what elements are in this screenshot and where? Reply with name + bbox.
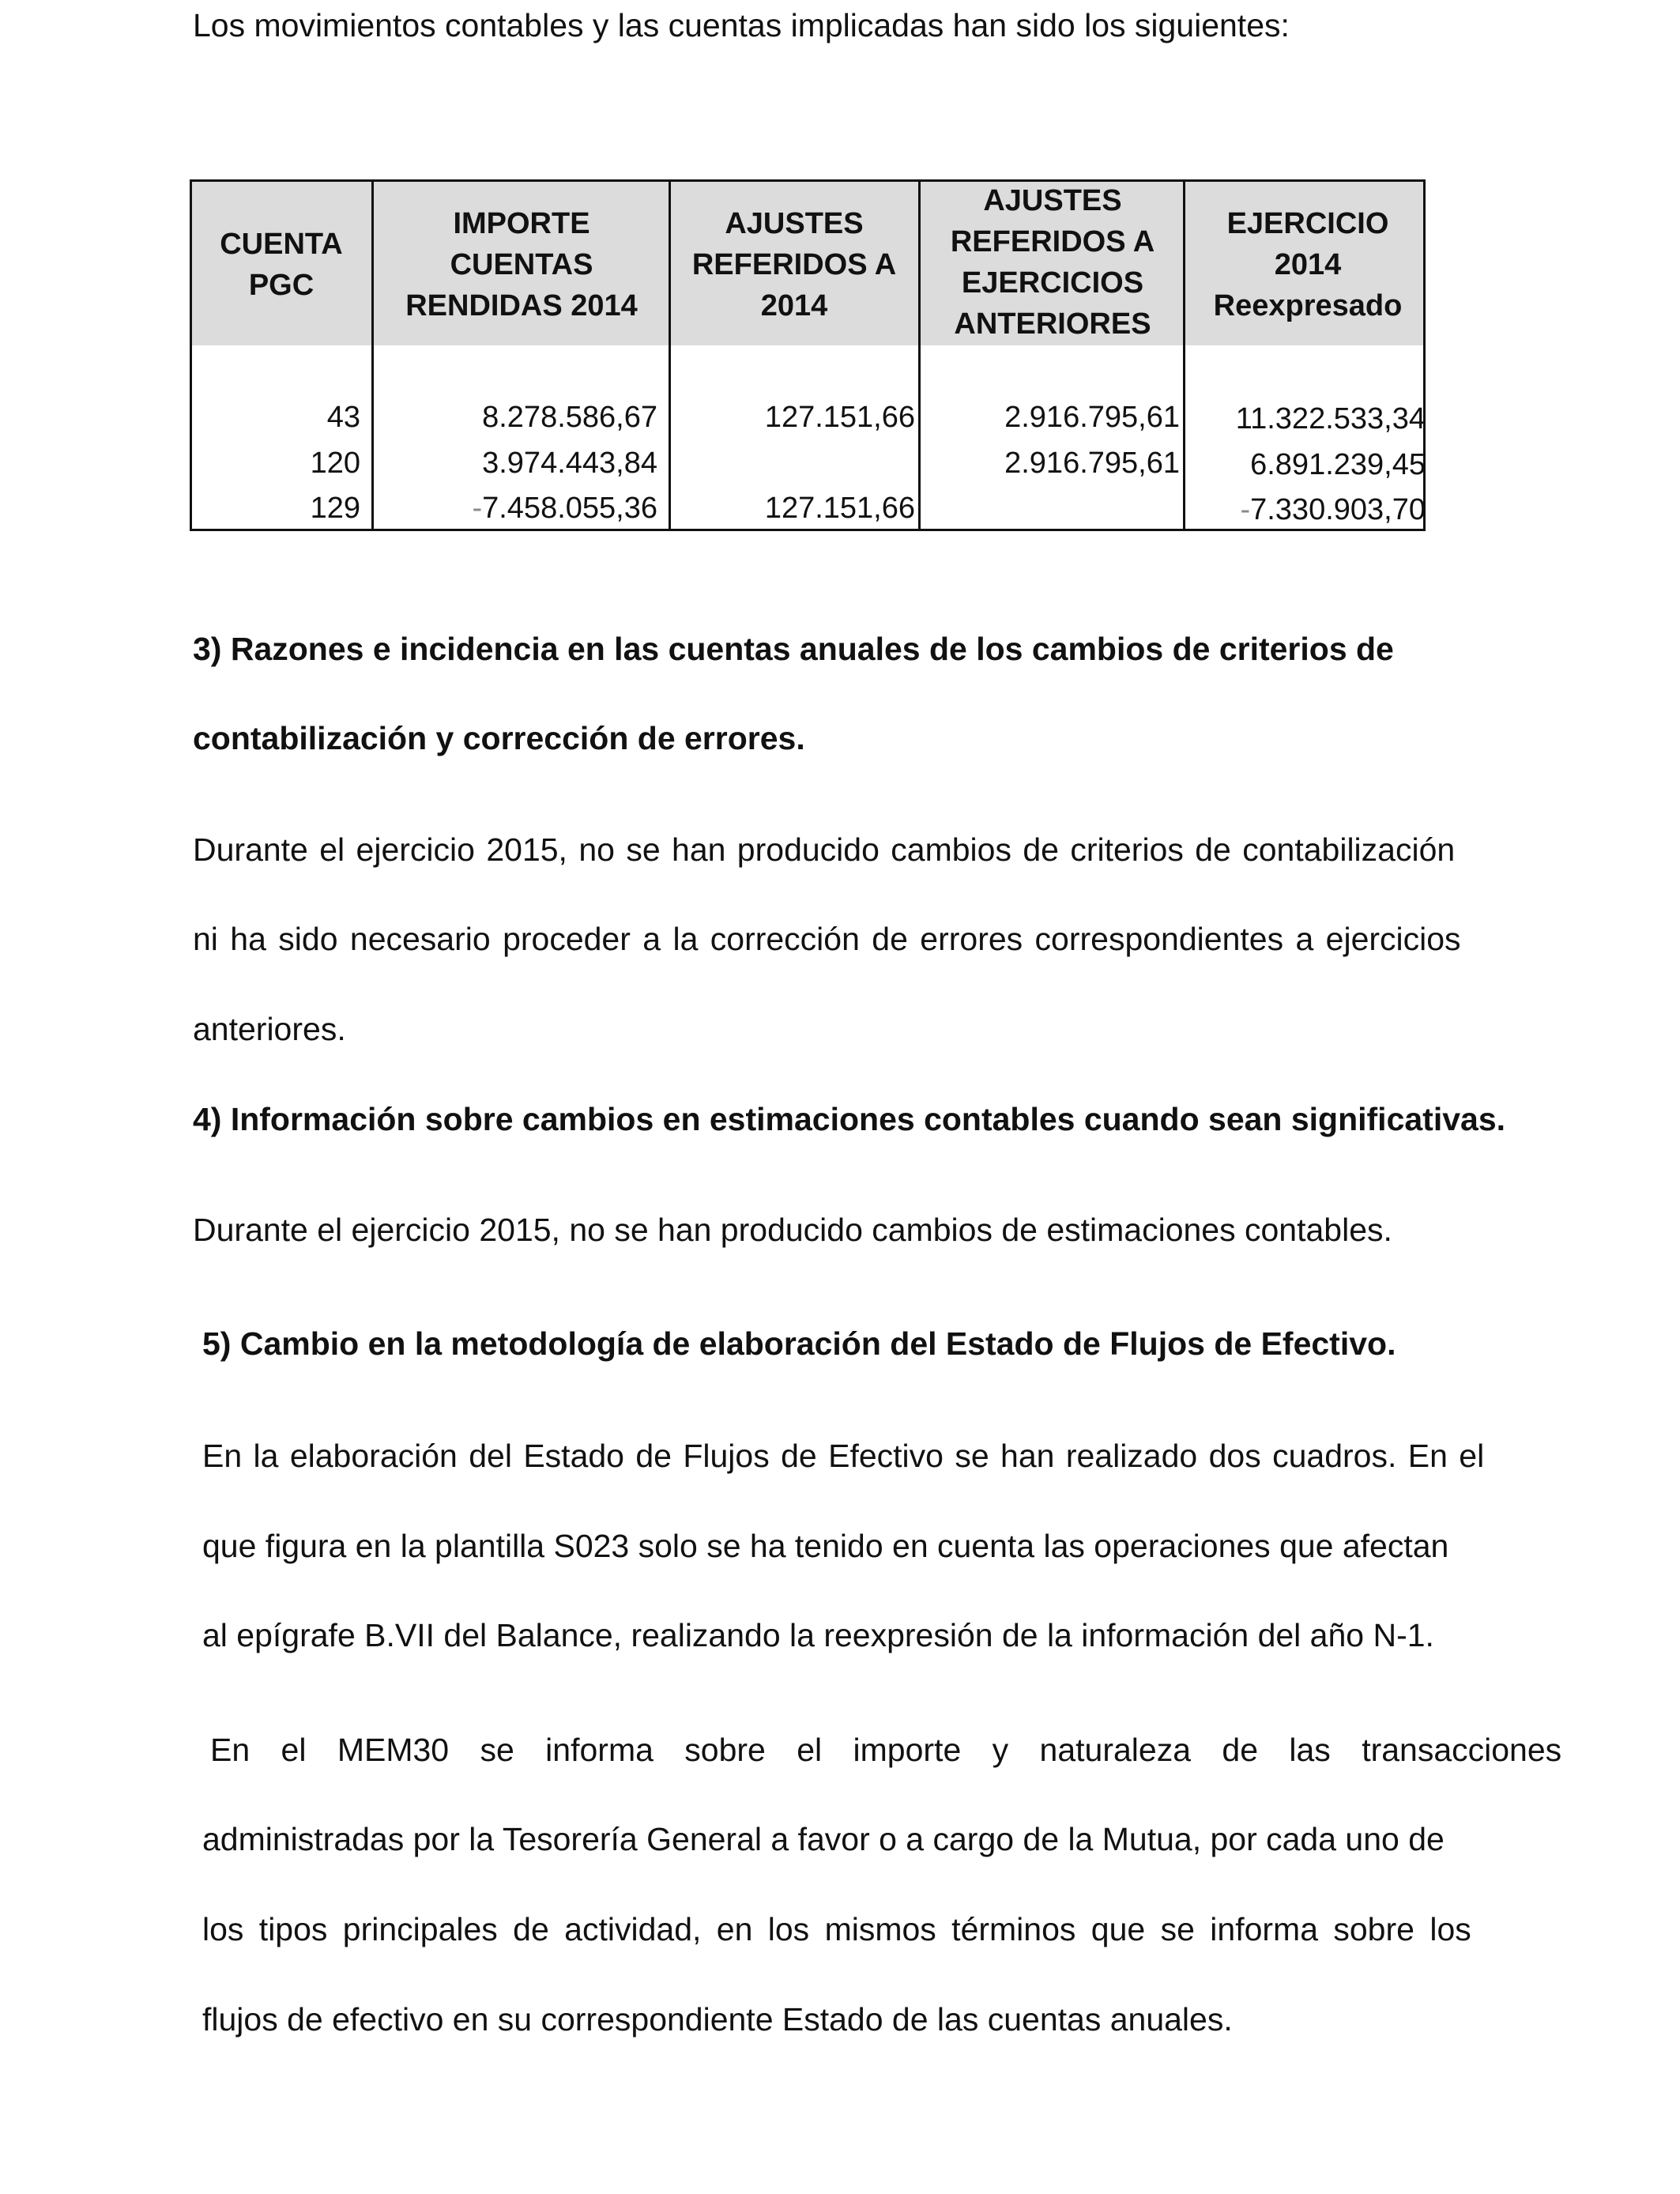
cell-importe-value: 7.458.055,36 — [482, 492, 657, 525]
cell-reexpresado — [1240, 495, 1426, 525]
cell-ajustes-anteriores: 2.916.795,61 — [1004, 401, 1180, 434]
section-5-paragraph1-line3: al epígrafe B.VII del Balance, realizando la reexpresión de la información del año N-1. — [202, 1617, 1434, 1653]
section-5-paragraph2-line3: los tipos principales de actividad, en los mismos términos que se informa sobre los — [202, 1911, 1471, 1947]
cell-ajustes-2014: 127.151,66 — [764, 492, 915, 525]
section-5-paragraph2-line4: flujos de efectivo en su correspondiente Estado de las cuentas anuales. — [202, 2001, 1233, 2038]
intro-text: Los movimientos contables y las cuentas implicadas han sido los siguientes: — [193, 7, 1290, 43]
section-5-paragraph1-line2: que figura en la plantilla S023 solo se ha tenido en cuenta las operaciones que afectan — [202, 1528, 1449, 1564]
cell-cuenta: 43 — [326, 401, 360, 434]
column-divider — [371, 179, 374, 531]
cell-ajustes-2014: 127.151,66 — [764, 401, 915, 434]
cell-importe: 8.278.586,67 — [482, 401, 657, 434]
section-5-heading: 5) Cambio en la metodología de elaboración del Estado de Flujos de Efectivo. — [202, 1325, 1396, 1362]
header-ejercicio-reexpresado: EJERCICIO 2014 Reexpresado — [1213, 207, 1403, 322]
section-3-paragraph-line1: Durante el ejercicio 2015, no se han producido cambios de criterios de contabilización — [193, 831, 1456, 868]
negative-sign: - — [472, 492, 483, 525]
cell-cuenta: 129 — [310, 492, 360, 525]
section-3-paragraph-line3: anteriores. — [193, 1011, 346, 1047]
column-divider — [669, 179, 671, 531]
column-divider — [1183, 179, 1185, 531]
section-4-heading: 4) Información sobre cambios en estimaciones contables cuando sean significativas. — [193, 1101, 1506, 1137]
cell-reexpresado: 6.891.239,45 — [1250, 448, 1426, 481]
cell-cuenta: 120 — [310, 447, 360, 480]
column-divider — [918, 179, 921, 531]
cell-reexpresado: 11.322.533,34 — [1235, 402, 1426, 435]
header-cuenta-pgc: CUENTA PGC — [220, 228, 343, 302]
section-5-paragraph2-line1: En el MEM30 se informa sobre el importe y naturaleza de las transacciones — [210, 1732, 1562, 1768]
cell-importe — [472, 493, 657, 523]
cell-ajustes-anteriores: 2.916.795,61 — [1004, 447, 1180, 480]
section-3-heading-line2: contabilización y corrección de errores. — [193, 720, 805, 756]
section-4-paragraph: Durante el ejercicio 2015, no se han producido cambios de estimaciones contables. — [193, 1212, 1392, 1248]
header-ajustes-anteriores: AJUSTES REFERIDOS A EJERCICIOS ANTERIORES — [950, 184, 1155, 341]
header-ajustes-2014: AJUSTES REFERIDOS A 2014 — [691, 207, 897, 322]
section-3-paragraph-line2: ni ha sido necesario proceder a la corrección de errores correspondientes a ejercicios — [193, 921, 1461, 957]
section-5-paragraph2-line2: administradas por la Tesorería General a favor o a cargo de la Mutua, por cada uno de — [202, 1821, 1445, 1857]
header-importe-cuentas: IMPORTE CUENTAS RENDIDAS 2014 — [405, 207, 638, 322]
cell-importe: 3.974.443,84 — [482, 447, 657, 480]
cell-reexpresado-value: 7.330.903,70 — [1250, 493, 1426, 526]
section-5-paragraph1-line1: En la elaboración del Estado de Flujos de Efectivo se han realizado dos cuadros. En el — [202, 1438, 1485, 1474]
negative-sign: - — [1240, 493, 1251, 526]
section-3-heading-line1: 3) Razones e incidencia en las cuentas anuales de los cambios de criterios de — [193, 631, 1394, 667]
